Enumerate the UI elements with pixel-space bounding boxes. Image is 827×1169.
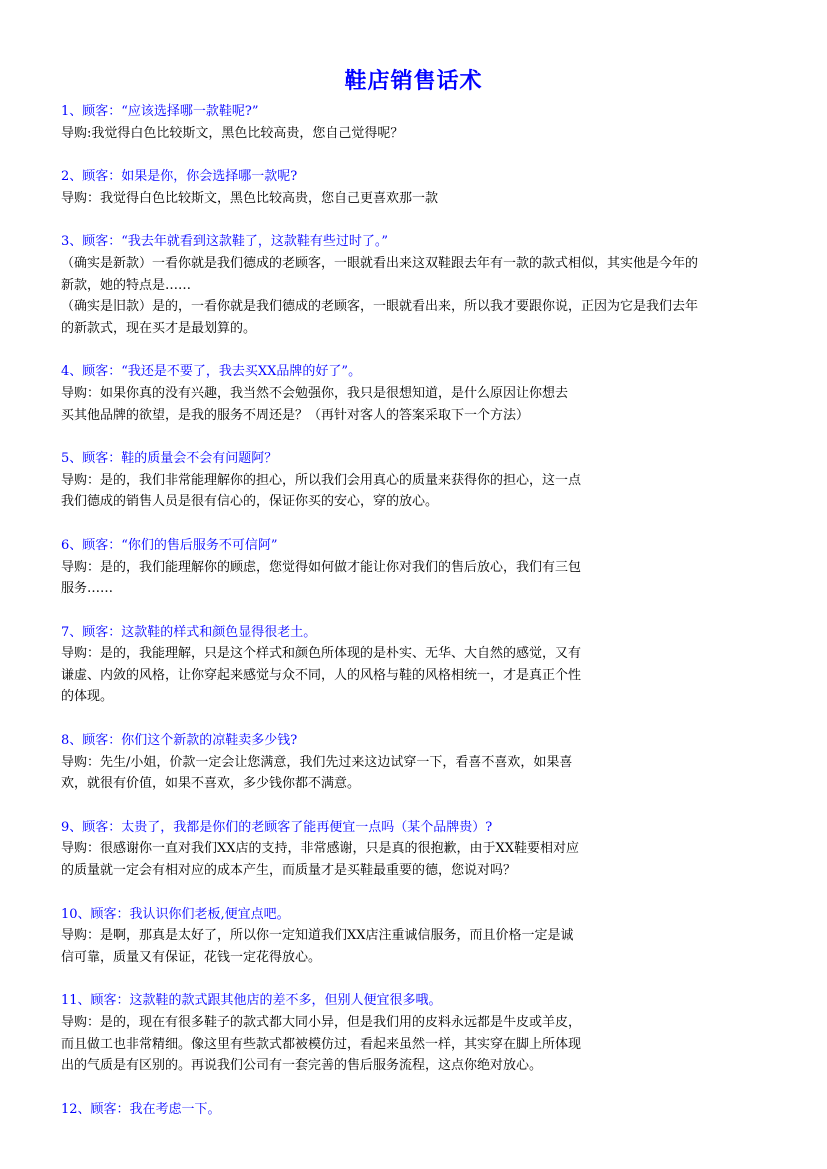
qa-item bbox=[61, 231, 773, 339]
qa-item bbox=[61, 622, 773, 708]
answer-line: 出的气质是有区别的。再说我们公司有一套完善的售后服务流程，这点你绝对放心。 bbox=[61, 1058, 543, 1074]
answer-line: 欢，就很有价值，如果不喜欢，多少钱你都不满意。 bbox=[61, 776, 361, 792]
answer-line: 导购：是的，现在有很多鞋子的款式都大同小异，但是我们用的皮料永远都是牛皮或羊皮， bbox=[61, 1015, 582, 1030]
customer-question: 4、顾客：“我还是不要了，我去买XX品牌的好了”。 bbox=[61, 364, 362, 380]
customer-question: 1、顾客：“应该选择哪一款鞋呢?” bbox=[61, 104, 259, 119]
answer-line: 导购：是的，我们能理解你的顾虑，您觉得如何做才能让你对我们的售后放心，我们有三包 bbox=[61, 559, 582, 575]
qa-item bbox=[61, 1099, 773, 1121]
answer-line: 我们德成的销售人员是很有信心的，保证你买的安心，穿的放心。 bbox=[61, 494, 439, 510]
answer-line: 而且做工也非常精细。像这里有些款式都被模仿过，看起来虽然一样，其实穿在脚上所体现 bbox=[61, 1036, 582, 1052]
answer-line: 谦虚、内敛的风格，让你穿起来感觉与众不同，人的风格与鞋的风格相统一，才是真正个性 bbox=[61, 667, 582, 683]
answer-line: 导购：如果你真的没有兴趣，我当然不会勉强你，我只是很想知道，是什么原因让你想去 bbox=[61, 385, 569, 401]
qa-item bbox=[61, 535, 773, 600]
customer-question: 12、顾客：我在考虑一下。 bbox=[61, 1101, 221, 1117]
qa-item bbox=[61, 101, 773, 144]
answer-line: 导购：先生/小姐，价款一定会让您满意，我们先过来这边试穿一下，看喜不喜欢，如果喜 bbox=[61, 754, 573, 770]
answer-line: 信可靠，质量又有保证，花钱一定花得放心。 bbox=[61, 949, 322, 965]
qa-item bbox=[61, 904, 773, 969]
answer-line: 导购：很感谢你一直对我们XX店的支持，非常感谢，只是真的很抱歉，由于XX鞋要相对应 bbox=[61, 841, 580, 857]
answer-line: 导购:我觉得白色比较斯文，黑色比较高贵，您自己觉得呢？ bbox=[61, 125, 404, 141]
answer-line: 导购：是啊，那真是太好了，所以你一定知道我们XX店注重诚信服务，而且价格一定是诚 bbox=[61, 928, 574, 944]
customer-question: 11、顾客：这款鞋的款式跟其他店的差不多，但别人便宜很多哦。 bbox=[61, 993, 442, 1009]
qa-item bbox=[61, 448, 773, 513]
answer-line: 导购：我觉得白色比较斯文，黑色比较高贵，您自己更喜欢那一款 bbox=[61, 190, 439, 206]
customer-question: 6、顾客：“你们的售后服务不可信阿” bbox=[61, 537, 278, 553]
qa-item bbox=[61, 166, 773, 209]
document-title: 鞋店销售话术 bbox=[344, 69, 483, 94]
qa-item bbox=[61, 990, 773, 1076]
customer-question: 9、顾客：太贵了，我都是你们的老顾客了能再便宜一点吗（某个品牌贵）? bbox=[61, 819, 493, 835]
answer-line: 导购：是的，我能理解，只是这个样式和颜色所体现的是朴实、无华、大自然的感觉，又有 bbox=[61, 646, 582, 662]
customer-question: 3、顾客：“我去年就看到这款鞋了，这款鞋有些过时了。” bbox=[61, 234, 389, 250]
answer-line: （确实是新款）一看你就是我们德成的老顾客，一眼就看出来这双鞋跟去年有一款的款式相似，其实他是今年的 bbox=[61, 255, 699, 271]
customer-question: 7、顾客：这款鞋的样式和颜色显得很老土。 bbox=[61, 624, 317, 640]
answer-line: （确实是旧款）是的，一看你就是我们德成的老顾客，一眼就看出来，所以我才要跟你说，正因为它是我们去年 bbox=[61, 299, 699, 315]
customer-question: 5、顾客：鞋的质量会不会有问题阿？ bbox=[61, 451, 278, 467]
qa-list bbox=[61, 101, 773, 1142]
answer-line: 买其他品牌的欲望，是我的服务不周还是？（再针对客人的答案采取下一个方法） bbox=[61, 407, 530, 423]
answer-line: 导购：是的，我们非常能理解你的担心，所以我们会用真心的质量来获得你的担心，这一点 bbox=[61, 472, 582, 488]
qa-item bbox=[61, 817, 773, 882]
customer-question: 10、顾客：我认识你们老板,便宜点吧。 bbox=[61, 906, 290, 922]
answer-line: 的体现。 bbox=[61, 689, 114, 705]
customer-question: 8、顾客：你们这个新款的凉鞋卖多少钱? bbox=[61, 733, 298, 749]
answer-line: 服务…… bbox=[61, 581, 114, 597]
customer-question: 2、顾客：如果是你，你会选择哪一款呢? bbox=[61, 169, 298, 185]
answer-line: 的新款式，现在买才是最划算的。 bbox=[61, 320, 257, 336]
qa-item bbox=[61, 361, 773, 426]
qa-item bbox=[61, 730, 773, 795]
answer-line: 新款，她的特点是…… bbox=[61, 277, 192, 293]
answer-line: 的质量就一定会有相对应的成本产生，而质量才是买鞋最重要的德，您说对吗？ bbox=[61, 863, 517, 879]
